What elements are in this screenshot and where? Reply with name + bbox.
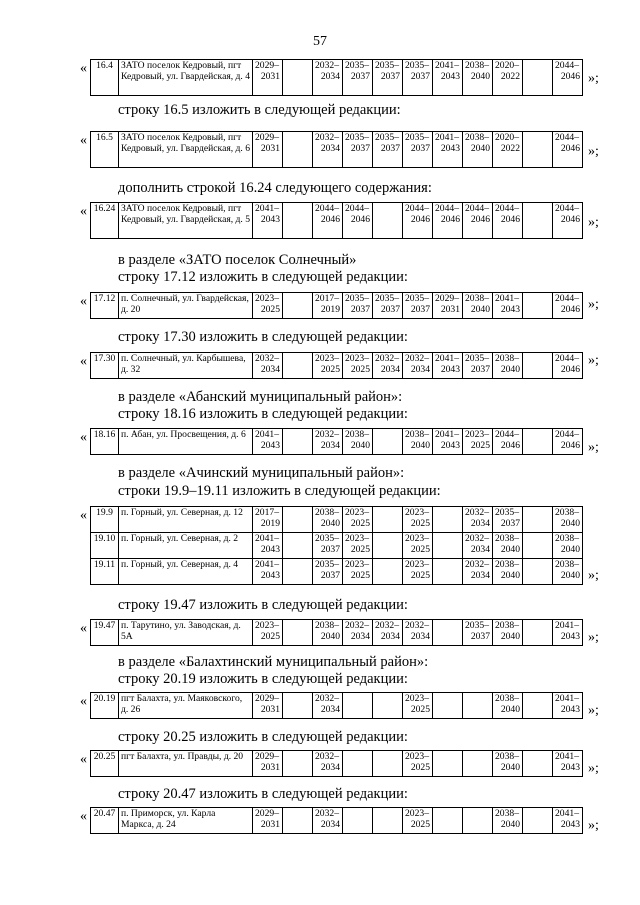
close-quote: »; <box>588 71 599 86</box>
period-cell: 2023– 2025 <box>403 559 433 585</box>
period-cell <box>283 559 313 585</box>
open-quote: « <box>80 809 87 824</box>
period-cell <box>283 353 313 379</box>
period-cell: 2035– 2037 <box>463 353 493 379</box>
housing-repair-table <box>90 619 583 646</box>
close-quote: »; <box>588 630 599 645</box>
period-cell <box>283 429 313 455</box>
period-cell <box>523 533 553 559</box>
period-cell <box>283 293 313 319</box>
close-quote: »; <box>588 144 599 159</box>
period-cell: 2023– 2025 <box>403 751 433 777</box>
period-cell: 2023– 2025 <box>343 533 373 559</box>
close-quote: »; <box>588 353 599 368</box>
period-cell <box>373 693 403 719</box>
period-cell: 2020– 2022 <box>493 132 523 168</box>
period-cell: 2038– 2040 <box>463 293 493 319</box>
period-cell <box>523 620 553 646</box>
period-cell <box>373 533 403 559</box>
period-cell: 2017– 2019 <box>253 507 283 533</box>
address-cell: пгт Балахта, ул. Правды, д. 20 <box>119 751 253 777</box>
period-cell: 2035– 2037 <box>493 507 523 533</box>
housing-repair-table <box>90 131 583 168</box>
address-cell: п. Солнечный, ул. Гвардейская, д. 20 <box>119 293 253 319</box>
period-cell: 2041– 2043 <box>433 353 463 379</box>
period-cell: 2038– 2040 <box>493 693 523 719</box>
housing-repair-table <box>90 428 583 455</box>
period-cell <box>283 203 313 239</box>
period-cell <box>523 429 553 455</box>
period-cell: 2035– 2037 <box>343 60 373 96</box>
housing-repair-table <box>90 506 583 585</box>
period-cell: 2044– 2046 <box>553 353 583 379</box>
period-cell: 2041– 2043 <box>553 693 583 719</box>
period-cell: 2029– 2031 <box>253 60 283 96</box>
housing-repair-table <box>90 202 583 239</box>
period-cell: 2032– 2034 <box>373 620 403 646</box>
period-cell <box>433 507 463 533</box>
period-cell <box>433 693 463 719</box>
address-cell: п. Горный, ул. Северная, д. 12 <box>119 507 253 533</box>
period-cell: 2044– 2046 <box>403 203 433 239</box>
period-cell: 2023– 2025 <box>313 353 343 379</box>
period-cell: 2032– 2034 <box>463 507 493 533</box>
period-cell: 2032– 2034 <box>313 751 343 777</box>
row-number: 16.5 <box>91 132 119 168</box>
period-cell: 2041– 2043 <box>553 751 583 777</box>
period-cell <box>523 353 553 379</box>
instruction-text: дополнить строкой 16.24 следующего содержания: <box>118 180 432 196</box>
period-cell: 2044– 2046 <box>313 203 343 239</box>
period-cell: 2041– 2043 <box>493 293 523 319</box>
period-cell: 2035– 2037 <box>373 293 403 319</box>
period-cell: 2044– 2046 <box>553 60 583 96</box>
period-cell: 2038– 2040 <box>553 533 583 559</box>
period-cell: 2035– 2037 <box>313 533 343 559</box>
section-heading: в разделе «ЗАТО поселок Солнечный» <box>118 252 357 268</box>
period-cell <box>283 60 313 96</box>
page-number: 57 <box>313 34 327 49</box>
close-quote: »; <box>588 215 599 230</box>
open-quote: « <box>80 354 87 369</box>
period-cell <box>433 808 463 834</box>
period-cell: 2032– 2034 <box>403 620 433 646</box>
row-number: 16.24 <box>91 203 119 239</box>
period-cell: 2038– 2040 <box>493 808 523 834</box>
period-cell: 2041– 2043 <box>253 559 283 585</box>
period-cell: 2035– 2037 <box>313 559 343 585</box>
period-cell: 2032– 2034 <box>343 620 373 646</box>
period-cell: 2029– 2031 <box>253 751 283 777</box>
period-cell <box>283 533 313 559</box>
period-cell <box>523 751 553 777</box>
housing-repair-table <box>90 59 583 96</box>
period-cell: 2023– 2025 <box>253 620 283 646</box>
instruction-text: строку 17.30 изложить в следующей редакции: <box>118 329 408 345</box>
period-cell: 2032– 2034 <box>313 132 343 168</box>
row-number: 20.25 <box>91 751 119 777</box>
period-cell: 2041– 2043 <box>253 429 283 455</box>
period-cell: 2032– 2034 <box>313 60 343 96</box>
address-cell: пгт Балахта, ул. Маяковского, д. 26 <box>119 693 253 719</box>
period-cell: 2038– 2040 <box>403 429 433 455</box>
period-cell: 2035– 2037 <box>343 293 373 319</box>
row-number: 20.19 <box>91 693 119 719</box>
period-cell: 2035– 2037 <box>373 132 403 168</box>
row-number: 18.16 <box>91 429 119 455</box>
instruction-text: строку 17.12 изложить в следующей редакции: <box>118 269 408 285</box>
open-quote: « <box>80 508 87 523</box>
table-row <box>91 353 583 379</box>
period-cell: 2032– 2034 <box>403 353 433 379</box>
period-cell: 2044– 2046 <box>433 203 463 239</box>
table-row <box>91 751 583 777</box>
period-cell <box>283 693 313 719</box>
close-quote: »; <box>588 297 599 312</box>
instruction-text: строку 20.25 изложить в следующей редакции: <box>118 729 408 745</box>
period-cell <box>373 507 403 533</box>
section-heading: в разделе «Абанский муниципальный район»: <box>118 389 403 405</box>
row-number: 19.47 <box>91 620 119 646</box>
period-cell <box>373 429 403 455</box>
period-cell <box>283 132 313 168</box>
table-row <box>91 132 583 168</box>
period-cell: 2017– 2019 <box>313 293 343 319</box>
period-cell <box>373 808 403 834</box>
period-cell <box>373 559 403 585</box>
period-cell: 2038– 2040 <box>493 559 523 585</box>
period-cell: 2023– 2025 <box>403 533 433 559</box>
address-cell: п. Солнечный, ул. Карбышева, д. 32 <box>119 353 253 379</box>
period-cell: 2029– 2031 <box>253 693 283 719</box>
period-cell: 2038– 2040 <box>493 751 523 777</box>
period-cell: 2038– 2040 <box>553 507 583 533</box>
open-quote: « <box>80 61 87 76</box>
table-row <box>91 293 583 319</box>
period-cell: 2035– 2037 <box>463 620 493 646</box>
period-cell: 2044– 2046 <box>553 132 583 168</box>
period-cell: 2038– 2040 <box>343 429 373 455</box>
row-number: 17.12 <box>91 293 119 319</box>
period-cell <box>283 507 313 533</box>
period-cell: 2035– 2037 <box>343 132 373 168</box>
period-cell: 2041– 2043 <box>433 60 463 96</box>
period-cell: 2041– 2043 <box>553 808 583 834</box>
address-cell: ЗАТО поселок Кедровый, пгт Кедровый, ул. Гвардейская, д. 4 <box>119 60 253 96</box>
period-cell: 2041– 2043 <box>433 132 463 168</box>
period-cell <box>343 751 373 777</box>
period-cell <box>523 60 553 96</box>
address-cell: п. Горный, ул. Северная, д. 4 <box>119 559 253 585</box>
period-cell <box>283 751 313 777</box>
period-cell: 2038– 2040 <box>493 533 523 559</box>
period-cell <box>463 751 493 777</box>
period-cell: 2044– 2046 <box>493 429 523 455</box>
period-cell: 2044– 2046 <box>553 293 583 319</box>
row-number: 20.47 <box>91 808 119 834</box>
period-cell: 2023– 2025 <box>253 293 283 319</box>
table-row <box>91 203 583 239</box>
section-heading: в разделе «Балахтинский муниципальный район»: <box>118 654 429 670</box>
period-cell: 2035– 2037 <box>403 293 433 319</box>
table-row <box>91 693 583 719</box>
open-quote: « <box>80 430 87 445</box>
period-cell <box>343 808 373 834</box>
period-cell <box>523 507 553 533</box>
row-number: 17.30 <box>91 353 119 379</box>
address-cell: п. Приморск, ул. Карла Маркса, д. 24 <box>119 808 253 834</box>
period-cell: 2032– 2034 <box>253 353 283 379</box>
open-quote: « <box>80 621 87 636</box>
period-cell: 2041– 2043 <box>253 533 283 559</box>
housing-repair-table <box>90 750 583 777</box>
period-cell: 2032– 2034 <box>313 808 343 834</box>
period-cell: 2038– 2040 <box>313 620 343 646</box>
period-cell <box>343 693 373 719</box>
period-cell <box>523 559 553 585</box>
table-row <box>91 507 583 533</box>
table-row <box>91 60 583 96</box>
instruction-text: строку 19.47 изложить в следующей редакции: <box>118 597 408 613</box>
open-quote: « <box>80 133 87 148</box>
housing-repair-table <box>90 807 583 834</box>
period-cell: 2038– 2040 <box>553 559 583 585</box>
period-cell: 2032– 2034 <box>373 353 403 379</box>
period-cell: 2041– 2043 <box>553 620 583 646</box>
period-cell <box>523 808 553 834</box>
period-cell <box>373 203 403 239</box>
row-number: 19.11 <box>91 559 119 585</box>
period-cell: 2044– 2046 <box>343 203 373 239</box>
open-quote: « <box>80 204 87 219</box>
period-cell: 2032– 2034 <box>313 429 343 455</box>
housing-repair-table <box>90 292 583 319</box>
period-cell: 2023– 2025 <box>403 693 433 719</box>
address-cell: п. Горный, ул. Северная, д. 2 <box>119 533 253 559</box>
period-cell: 2032– 2034 <box>463 559 493 585</box>
period-cell: 2023– 2025 <box>403 808 433 834</box>
period-cell: 2044– 2046 <box>463 203 493 239</box>
period-cell: 2038– 2040 <box>493 353 523 379</box>
close-quote: »; <box>588 818 599 833</box>
period-cell <box>523 132 553 168</box>
address-cell: п. Абан, ул. Просвещения, д. 6 <box>119 429 253 455</box>
row-number: 16.4 <box>91 60 119 96</box>
period-cell <box>373 751 403 777</box>
instruction-text: строку 20.47 изложить в следующей редакции: <box>118 786 408 802</box>
period-cell: 2023– 2025 <box>343 507 373 533</box>
period-cell: 2020– 2022 <box>493 60 523 96</box>
period-cell: 2035– 2037 <box>403 132 433 168</box>
instruction-text: строку 18.16 изложить в следующей редакции: <box>118 406 408 422</box>
period-cell <box>523 293 553 319</box>
open-quote: « <box>80 752 87 767</box>
period-cell: 2041– 2043 <box>433 429 463 455</box>
row-number: 19.10 <box>91 533 119 559</box>
table-row <box>91 559 583 585</box>
period-cell <box>523 203 553 239</box>
table-row <box>91 429 583 455</box>
period-cell <box>463 693 493 719</box>
close-quote: »; <box>588 761 599 776</box>
period-cell <box>283 808 313 834</box>
period-cell: 2023– 2025 <box>343 353 373 379</box>
section-heading: в разделе «Ачинский муниципальный район»: <box>118 465 405 481</box>
period-cell <box>523 693 553 719</box>
period-cell: 2029– 2031 <box>253 808 283 834</box>
open-quote: « <box>80 294 87 309</box>
period-cell: 2038– 2040 <box>463 132 493 168</box>
housing-repair-table <box>90 352 583 379</box>
period-cell: 2029– 2031 <box>433 293 463 319</box>
period-cell: 2041– 2043 <box>253 203 283 239</box>
close-quote: »; <box>588 703 599 718</box>
table-row <box>91 533 583 559</box>
period-cell: 2032– 2034 <box>313 693 343 719</box>
close-quote: »; <box>588 568 599 583</box>
period-cell: 2023– 2025 <box>403 507 433 533</box>
period-cell <box>433 620 463 646</box>
address-cell: п. Тарутино, ул. Заводская, д. 5А <box>119 620 253 646</box>
period-cell <box>433 751 463 777</box>
instruction-text: строку 20.19 изложить в следующей редакции: <box>118 671 408 687</box>
period-cell: 2044– 2046 <box>553 203 583 239</box>
instruction-text: строку 16.5 изложить в следующей редакции: <box>118 102 401 118</box>
row-number: 19.9 <box>91 507 119 533</box>
period-cell: 2023– 2025 <box>463 429 493 455</box>
table-row <box>91 808 583 834</box>
period-cell: 2035– 2037 <box>403 60 433 96</box>
address-cell: ЗАТО поселок Кедровый, пгт Кедровый, ул. Гвардейская, д. 6 <box>119 132 253 168</box>
period-cell <box>433 559 463 585</box>
address-cell: ЗАТО поселок Кедровый, пгт Кедровый, ул. Гвардейская, д. 5 <box>119 203 253 239</box>
period-cell <box>283 620 313 646</box>
period-cell: 2029– 2031 <box>253 132 283 168</box>
period-cell <box>433 533 463 559</box>
table-row <box>91 620 583 646</box>
period-cell: 2044– 2046 <box>493 203 523 239</box>
period-cell: 2044– 2046 <box>553 429 583 455</box>
open-quote: « <box>80 694 87 709</box>
housing-repair-table <box>90 692 583 719</box>
close-quote: »; <box>588 440 599 455</box>
instruction-text: строки 19.9–19.11 изложить в следующей редакции: <box>118 483 441 499</box>
period-cell: 2038– 2040 <box>313 507 343 533</box>
period-cell: 2038– 2040 <box>463 60 493 96</box>
period-cell: 2032– 2034 <box>463 533 493 559</box>
period-cell: 2038– 2040 <box>493 620 523 646</box>
period-cell: 2023– 2025 <box>343 559 373 585</box>
period-cell: 2035– 2037 <box>373 60 403 96</box>
period-cell <box>463 808 493 834</box>
